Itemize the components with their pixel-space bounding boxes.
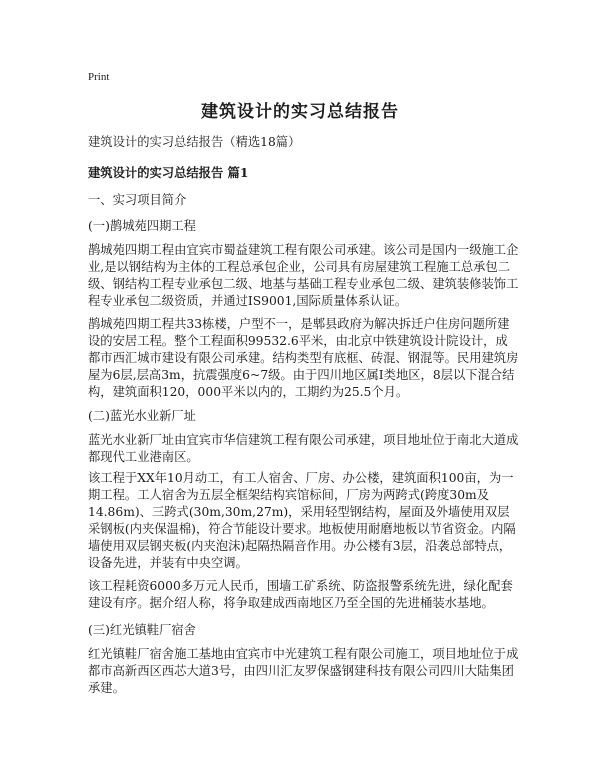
- subheading-2: (二)蓝光水业新厂址: [88, 409, 196, 423]
- subheading-1: (一)鹊城苑四期工程: [88, 219, 196, 233]
- document-title: 建筑设计的实习总结报告: [201, 102, 399, 122]
- paragraph-3: 蓝光水业新厂址由宜宾市华信建筑工程有限公司承建，项目地址位于南北大道成都现代工业港南区。: [88, 433, 519, 464]
- section-heading: 建筑设计的实习总结报告 篇1: [88, 165, 249, 180]
- print-link[interactable]: Print: [88, 71, 110, 83]
- heading-project-intro: 一、实习项目简介: [88, 193, 187, 207]
- paragraph-4: 该工程于XX年10月动工，有工人宿舍、厂房、办公楼，建筑面积100亩，为一期工程。工人宿舍为五层全框架结构宾馆标间，厂房为两跨式(跨度30m及14.86m)、三跨式(30m,30m,27m)，采用轻型钢结构，屋面及外墙使用双层采钢板(内夹保温棉)，符合节能设计要求。地板使用耐磨地板以节省资金。内隔墙使用双层钢夹板(内夹泡沫)起隔热隔音作用。办公楼有3层，沿袭总部特点，设备先进，并装有中央空调。: [88, 471, 516, 570]
- paragraph-2: 鹊城苑四期工程共33栋楼，户型不一，是郫县政府为解决拆迁户住房问题所建设的安居工程。整个工程面积99532.6平米，由北京中铁建筑设计院设计，成都市西汇城市建设有限公司承建。结构类型有底框、砖混、钢混等。民用建筑房屋为6层,层高3m，抗震强度6~7级。由于四川地区属I类地区，8层以下混合结构，建筑面积120，000平米以内的，工期约为25.5个月。: [88, 317, 519, 399]
- paragraph-1: 鹊城苑四期工程由宜宾市蜀益建筑工程有限公司承建。该公司是国内一级施工企业,是以钢结构为主体的工程总承包企业，公司具有房屋建筑工程施工总承包二级、钢结构工程专业承包二级、地基与基础工程专业承包二级、建筑装修装饰工程专业承包二级资质，并通过IS9001,国际质量体系认证。: [88, 243, 519, 308]
- subheading-3: (三)红光镇鞋厂宿舍: [88, 623, 196, 637]
- paragraph-5: 该工程耗资6000多万元人民币，围墙工矿系统、防盗报警系统先进，绿化配套建设有序。据介绍人称，将争取建成西南地区乃至全国的先进桶装水基地。: [88, 579, 513, 610]
- document-subtitle: 建筑设计的实习总结报告（精选18篇）: [88, 135, 301, 149]
- paragraph-6: 红光镇鞋厂宿舍施工基地由宜宾市中光建筑工程有限公司施工，项目地址位于成都市高新西区西芯大道3号，由四川汇友罗保盛钢建科技有限公司四川大陆集团承建。: [88, 647, 519, 695]
